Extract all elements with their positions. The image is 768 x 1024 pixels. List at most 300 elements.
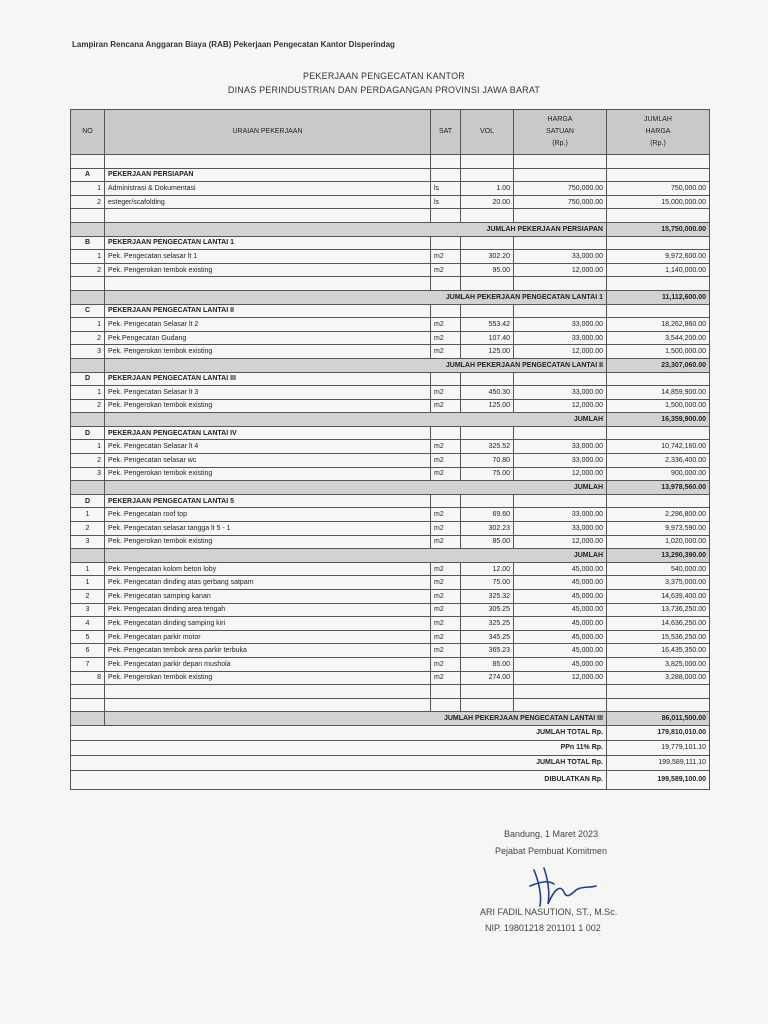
item-unit-price: 45,000.00 xyxy=(514,562,607,576)
blank-cell xyxy=(461,236,514,250)
item-unit-price: 33,000.00 xyxy=(514,250,607,264)
table-row xyxy=(71,617,710,631)
item-number: 1 xyxy=(71,318,105,332)
blank-cell xyxy=(71,549,105,563)
item-unit: m2 xyxy=(431,508,461,522)
item-unit-price: 33,000.00 xyxy=(514,331,607,345)
item-unit: m2 xyxy=(431,576,461,590)
item-volume: 107.40 xyxy=(461,331,514,345)
subtotal-amount: 16,359,900.00 xyxy=(607,413,710,427)
handwritten-signature xyxy=(520,860,600,912)
blank-cell xyxy=(71,155,105,169)
item-description: Pek. Pengecatan selasar tangga lt 5 - 1 xyxy=(105,522,431,536)
item-unit-price: 33,000.00 xyxy=(514,454,607,468)
blank-cell xyxy=(71,712,105,726)
subtotal-amount: 15,750,000.00 xyxy=(607,222,710,236)
item-description: Pek. Pengerokan tembok existing xyxy=(105,467,431,481)
section-title: PEKERJAAN PENGECATAN LANTAI III xyxy=(105,372,431,386)
item-amount: 10,742,160.00 xyxy=(607,440,710,454)
item-number: 1 xyxy=(71,386,105,400)
item-volume: 75.00 xyxy=(461,467,514,481)
item-description: Pek. Pengecatan Selasar lt 2 xyxy=(105,318,431,332)
section-code: C xyxy=(71,304,105,318)
item-unit-price: 33,000.00 xyxy=(514,318,607,332)
item-description: Pek. Pengecatan dinding samping kiri xyxy=(105,617,431,631)
subtotal-row xyxy=(71,712,710,726)
blank-cell xyxy=(431,698,461,712)
blank-cell xyxy=(431,236,461,250)
item-amount: 18,262,860.00 xyxy=(607,318,710,332)
table-row xyxy=(71,535,710,549)
total-row xyxy=(71,770,710,789)
rab-table xyxy=(70,109,710,790)
item-unit-price: 12,000.00 xyxy=(514,263,607,277)
blank-cell xyxy=(607,236,710,250)
item-unit: m2 xyxy=(431,386,461,400)
blank-cell xyxy=(461,155,514,169)
item-volume: 325.32 xyxy=(461,590,514,604)
item-unit-price: 750,000.00 xyxy=(514,182,607,196)
subtotal-label: JUMLAH xyxy=(105,549,607,563)
item-volume: 345.25 xyxy=(461,630,514,644)
signature-place-date: Bandung, 1 Maret 2023 xyxy=(504,829,599,839)
section-title: PEKERJAAN PERSIAPAN xyxy=(105,168,431,182)
blank-cell xyxy=(431,304,461,318)
table-row xyxy=(71,576,710,590)
blank-row xyxy=(71,155,710,169)
subtotal-row xyxy=(71,549,710,563)
item-amount: 2,336,400.00 xyxy=(607,454,710,468)
total-label: JUMLAH TOTAL Rp. xyxy=(71,755,607,770)
section-row xyxy=(71,494,710,508)
blank-cell xyxy=(607,372,710,386)
blank-cell xyxy=(105,209,431,223)
blank-cell xyxy=(461,168,514,182)
table-row xyxy=(71,250,710,264)
blank-cell xyxy=(461,277,514,291)
section-title: PEKERJAAN PENGECATAN LANTAI 1 xyxy=(105,236,431,250)
item-number: 1 xyxy=(71,508,105,522)
item-number: 1 xyxy=(71,440,105,454)
subtotal-label: JUMLAH PEKERJAAN PENGECATAN LANTAI 1 xyxy=(105,290,607,304)
item-number: 1 xyxy=(71,562,105,576)
item-number: 2 xyxy=(71,590,105,604)
item-volume: 75.00 xyxy=(461,576,514,590)
item-unit-price: 750,000.00 xyxy=(514,195,607,209)
item-description: Pek. Pengecatan selasar lt 1 xyxy=(105,250,431,264)
item-unit: m2 xyxy=(431,263,461,277)
total-amount: 19,779,101.10 xyxy=(607,740,710,755)
item-volume: 95.00 xyxy=(461,263,514,277)
item-unit: m2 xyxy=(431,590,461,604)
item-amount: 3,825,000.00 xyxy=(607,657,710,671)
signature-role: Pejabat Pembuat Komitmen xyxy=(495,846,608,856)
item-description: Pek. Pengerokan tembok existing xyxy=(105,535,431,549)
item-description: Pek. Pengerokan tembok existing xyxy=(105,399,431,413)
item-number: 2 xyxy=(71,399,105,413)
item-unit-price: 12,000.00 xyxy=(514,345,607,359)
subtotal-row xyxy=(71,481,710,495)
item-description: Pek.Pengecatan Gudang xyxy=(105,331,431,345)
section-row xyxy=(71,236,710,250)
blank-cell xyxy=(514,426,607,440)
subtotal-label: JUMLAH PEKERJAAN PERSIAPAN xyxy=(105,222,607,236)
item-amount: 9,972,600.00 xyxy=(607,250,710,264)
item-unit-price: 12,000.00 xyxy=(514,671,607,685)
blank-cell xyxy=(71,209,105,223)
item-number: 2 xyxy=(71,195,105,209)
blank-cell xyxy=(431,685,461,699)
blank-cell xyxy=(607,698,710,712)
document-title: PEKERJAAN PENGECATAN KANTOR xyxy=(303,71,465,81)
subtotal-amount: 11,112,600.00 xyxy=(607,290,710,304)
item-unit-price: 45,000.00 xyxy=(514,657,607,671)
subtotal-row xyxy=(71,222,710,236)
item-number: 1 xyxy=(71,250,105,264)
section-code: D xyxy=(71,494,105,508)
item-unit: m2 xyxy=(431,522,461,536)
item-unit: m2 xyxy=(431,345,461,359)
table-row xyxy=(71,331,710,345)
jumlah-harga-line3: (Rp.) xyxy=(650,140,666,147)
section-row xyxy=(71,426,710,440)
item-unit: ls xyxy=(431,182,461,196)
item-amount: 3,544,200.00 xyxy=(607,331,710,345)
total-amount: 199,589,100.00 xyxy=(607,770,710,789)
table-row xyxy=(71,195,710,209)
item-volume: 70.80 xyxy=(461,454,514,468)
harga-satuan-line2: SATUAN xyxy=(546,128,574,135)
blank-row xyxy=(71,685,710,699)
section-title: PEKERJAAN PENGECATAN LANTAI 5 xyxy=(105,494,431,508)
blank-cell xyxy=(105,685,431,699)
table-row xyxy=(71,440,710,454)
blank-cell xyxy=(461,209,514,223)
item-unit-price: 12,000.00 xyxy=(514,535,607,549)
rab-table-body xyxy=(71,155,710,790)
item-amount: 1,500,000.00 xyxy=(607,399,710,413)
item-unit: m2 xyxy=(431,630,461,644)
item-description: Pek. Pengecatan selasar wc xyxy=(105,454,431,468)
subtotal-amount: 13,290,390.00 xyxy=(607,549,710,563)
item-unit: m2 xyxy=(431,657,461,671)
col-no-header: NO xyxy=(71,110,105,155)
blank-cell xyxy=(607,155,710,169)
table-row xyxy=(71,399,710,413)
blank-row xyxy=(71,698,710,712)
blank-cell xyxy=(607,426,710,440)
item-description: Pek. Pengecatan parkir depan mushola xyxy=(105,657,431,671)
item-volume: 85.00 xyxy=(461,535,514,549)
item-unit: m2 xyxy=(431,644,461,658)
blank-cell xyxy=(514,698,607,712)
blank-cell xyxy=(607,685,710,699)
item-unit: m2 xyxy=(431,318,461,332)
col-harga-satuan-header xyxy=(514,110,607,155)
item-description: Pek. Pengerokan tembok existing xyxy=(105,345,431,359)
item-amount: 900,000.00 xyxy=(607,467,710,481)
item-number: 3 xyxy=(71,345,105,359)
total-row xyxy=(71,755,710,770)
item-description: Administrasi & Dokumentasi xyxy=(105,182,431,196)
blank-cell xyxy=(461,494,514,508)
item-amount: 1,140,000.00 xyxy=(607,263,710,277)
blank-cell xyxy=(71,277,105,291)
blank-cell xyxy=(514,277,607,291)
table-row xyxy=(71,318,710,332)
blank-cell xyxy=(514,304,607,318)
item-unit-price: 45,000.00 xyxy=(514,590,607,604)
item-amount: 14,639,400.00 xyxy=(607,590,710,604)
document-subtitle: DINAS PERINDUSTRIAN DAN PERDAGANGAN PROVINSI JAWA BARAT xyxy=(227,85,541,95)
blank-row xyxy=(71,209,710,223)
item-number: 5 xyxy=(71,630,105,644)
section-code: D xyxy=(71,426,105,440)
blank-cell xyxy=(431,209,461,223)
table-row xyxy=(71,630,710,644)
item-description: Pek. Pengecatan dinding area tengah xyxy=(105,603,431,617)
blank-cell xyxy=(105,698,431,712)
item-volume: 12.00 xyxy=(461,562,514,576)
item-volume: 553.42 xyxy=(461,318,514,332)
item-number: 2 xyxy=(71,454,105,468)
item-volume: 365.23 xyxy=(461,644,514,658)
item-unit-price: 33,000.00 xyxy=(514,508,607,522)
item-unit: m2 xyxy=(431,467,461,481)
item-amount: 540,000.00 xyxy=(607,562,710,576)
section-row xyxy=(71,372,710,386)
table-row xyxy=(71,386,710,400)
blank-cell xyxy=(514,209,607,223)
item-description: Pek. Pengecatan Selasar lt 4 xyxy=(105,440,431,454)
signature-name: ARI FADIL NASUTION, ST., M.Sc. xyxy=(480,907,618,917)
section-row xyxy=(71,304,710,318)
table-row xyxy=(71,182,710,196)
blank-cell xyxy=(105,155,431,169)
item-amount: 13,736,250.00 xyxy=(607,603,710,617)
section-title: PEKERJAAN PENGECATAN LANTAI IV xyxy=(105,426,431,440)
blank-cell xyxy=(607,277,710,291)
item-amount: 3,288,000.00 xyxy=(607,671,710,685)
item-amount: 3,375,000.00 xyxy=(607,576,710,590)
blank-cell xyxy=(514,685,607,699)
item-unit: m2 xyxy=(431,617,461,631)
item-unit: m2 xyxy=(431,454,461,468)
blank-cell xyxy=(607,304,710,318)
section-code: A xyxy=(71,168,105,182)
blank-cell xyxy=(514,236,607,250)
item-unit: m2 xyxy=(431,671,461,685)
item-volume: 1.00 xyxy=(461,182,514,196)
item-volume: 85.00 xyxy=(461,657,514,671)
item-unit-price: 45,000.00 xyxy=(514,630,607,644)
item-description: Pek. Pengecatan roof top xyxy=(105,508,431,522)
jumlah-harga-line1: JUMLAH xyxy=(643,116,672,123)
item-amount: 15,000,000.00 xyxy=(607,195,710,209)
item-description: Pek. Pengecatan kolom beton loby xyxy=(105,562,431,576)
item-number: 1 xyxy=(71,576,105,590)
table-row xyxy=(71,603,710,617)
item-number: 3 xyxy=(71,535,105,549)
item-number: 4 xyxy=(71,617,105,631)
item-description: Pek. Pengecatan tembok area parkir terbuka xyxy=(105,644,431,658)
item-volume: 325.25 xyxy=(461,617,514,631)
subtotal-label: JUMLAH PEKERJAAN PENGECATAN LANTAI II xyxy=(105,358,607,372)
blank-cell xyxy=(607,168,710,182)
blank-cell xyxy=(431,277,461,291)
blank-cell xyxy=(431,494,461,508)
item-unit: ls xyxy=(431,195,461,209)
subtotal-label: JUMLAH xyxy=(105,413,607,427)
item-amount: 1,500,000.00 xyxy=(607,345,710,359)
item-unit-price: 33,000.00 xyxy=(514,440,607,454)
item-volume: 20.00 xyxy=(461,195,514,209)
blank-cell xyxy=(71,481,105,495)
blank-cell xyxy=(514,372,607,386)
harga-satuan-line3: (Rp.) xyxy=(552,140,568,147)
blank-cell xyxy=(461,685,514,699)
item-unit-price: 45,000.00 xyxy=(514,644,607,658)
item-amount: 15,536,250.00 xyxy=(607,630,710,644)
blank-cell xyxy=(431,155,461,169)
section-row xyxy=(71,168,710,182)
item-volume: 274.00 xyxy=(461,671,514,685)
blank-cell xyxy=(461,426,514,440)
item-unit: m2 xyxy=(431,535,461,549)
table-row xyxy=(71,454,710,468)
subtotal-label: JUMLAH PEKERJAAN PENGECATAN LANTAI III xyxy=(105,712,607,726)
total-label: JUMLAH TOTAL Rp. xyxy=(71,725,607,740)
blank-cell xyxy=(431,426,461,440)
blank-cell xyxy=(461,372,514,386)
item-number: 3 xyxy=(71,603,105,617)
item-description: Pek. Pengecatan dinding atas gerbang satpam xyxy=(105,576,431,590)
blank-cell xyxy=(71,222,105,236)
item-unit: m2 xyxy=(431,603,461,617)
blank-cell xyxy=(461,304,514,318)
table-row xyxy=(71,345,710,359)
item-number: 7 xyxy=(71,657,105,671)
blank-cell xyxy=(71,685,105,699)
item-number: 6 xyxy=(71,644,105,658)
blank-cell xyxy=(105,277,431,291)
item-amount: 16,435,350.00 xyxy=(607,644,710,658)
subtotal-row xyxy=(71,358,710,372)
blank-cell xyxy=(431,372,461,386)
jumlah-harga-line2: HARGA xyxy=(645,128,671,135)
item-number: 2 xyxy=(71,331,105,345)
item-volume: 325.52 xyxy=(461,440,514,454)
item-unit: m2 xyxy=(431,250,461,264)
blank-cell xyxy=(71,290,105,304)
item-volume: 305.25 xyxy=(461,603,514,617)
item-volume: 302.23 xyxy=(461,522,514,536)
table-row xyxy=(71,522,710,536)
item-unit-price: 12,000.00 xyxy=(514,467,607,481)
section-title: PEKERJAAN PENGECATAN LANTAI II xyxy=(105,304,431,318)
blank-cell xyxy=(71,413,105,427)
total-row xyxy=(71,725,710,740)
item-number: 1 xyxy=(71,182,105,196)
blank-cell xyxy=(514,168,607,182)
table-row xyxy=(71,644,710,658)
item-volume: 302.20 xyxy=(461,250,514,264)
item-number: 8 xyxy=(71,671,105,685)
table-row xyxy=(71,562,710,576)
item-unit: m2 xyxy=(431,440,461,454)
item-amount: 14,636,250.00 xyxy=(607,617,710,631)
item-volume: 125.00 xyxy=(461,399,514,413)
blank-cell xyxy=(514,494,607,508)
item-unit-price: 33,000.00 xyxy=(514,386,607,400)
blank-cell xyxy=(431,168,461,182)
blank-row xyxy=(71,277,710,291)
table-row xyxy=(71,263,710,277)
col-sat-header: SAT xyxy=(431,110,461,155)
item-unit-price: 45,000.00 xyxy=(514,576,607,590)
total-label: PPn 11% Rp. xyxy=(71,740,607,755)
subtotal-amount: 86,011,500.00 xyxy=(607,712,710,726)
table-row xyxy=(71,590,710,604)
blank-cell xyxy=(607,494,710,508)
item-unit: m2 xyxy=(431,562,461,576)
item-amount: 1,020,000.00 xyxy=(607,535,710,549)
total-row xyxy=(71,740,710,755)
item-description: Pek. Pengecatan parkir motor xyxy=(105,630,431,644)
table-row xyxy=(71,671,710,685)
item-unit-price: 45,000.00 xyxy=(514,603,607,617)
item-description: Pek. Pengecatan samping kanan xyxy=(105,590,431,604)
item-amount: 9,973,590.00 xyxy=(607,522,710,536)
item-amount: 14,859,900.00 xyxy=(607,386,710,400)
signature-nip: NIP. 19801218 201101 1 002 xyxy=(485,923,601,933)
table-row xyxy=(71,657,710,671)
blank-cell xyxy=(461,698,514,712)
section-code: B xyxy=(71,236,105,250)
total-amount: 199,589,111.10 xyxy=(607,755,710,770)
item-amount: 750,000.00 xyxy=(607,182,710,196)
harga-satuan-line1: HARGA xyxy=(547,116,573,123)
item-unit: m2 xyxy=(431,399,461,413)
subtotal-amount: 23,307,060.00 xyxy=(607,358,710,372)
col-jumlah-harga-header xyxy=(607,110,710,155)
item-volume: 69.60 xyxy=(461,508,514,522)
item-unit-price: 12,000.00 xyxy=(514,399,607,413)
item-description: Pek. Pengerokan tembok existing xyxy=(105,263,431,277)
lampiran-caption: Lampiran Rencana Anggaran Biaya (RAB) Pekerjaan Pengecatan Kantor Disperindag xyxy=(72,40,395,49)
blank-cell xyxy=(71,358,105,372)
item-volume: 450.30 xyxy=(461,386,514,400)
subtotal-row xyxy=(71,413,710,427)
col-uraian-header: URAIAN PEKERJAAN xyxy=(105,110,431,155)
table-row xyxy=(71,508,710,522)
table-row xyxy=(71,467,710,481)
item-number: 2 xyxy=(71,522,105,536)
subtotal-label: JUMLAH xyxy=(105,481,607,495)
total-label: DIBULATKAN Rp. xyxy=(71,770,607,789)
item-unit-price: 45,000.00 xyxy=(514,617,607,631)
total-amount: 179,810,010.00 xyxy=(607,725,710,740)
item-number: 3 xyxy=(71,467,105,481)
blank-cell xyxy=(514,155,607,169)
item-unit-price: 33,000.00 xyxy=(514,522,607,536)
blank-cell xyxy=(71,698,105,712)
subtotal-amount: 13,978,560.00 xyxy=(607,481,710,495)
item-number: 2 xyxy=(71,263,105,277)
blank-cell xyxy=(607,209,710,223)
item-amount: 2,296,800.00 xyxy=(607,508,710,522)
item-description: Pek. Pengerokan tembok existing xyxy=(105,671,431,685)
